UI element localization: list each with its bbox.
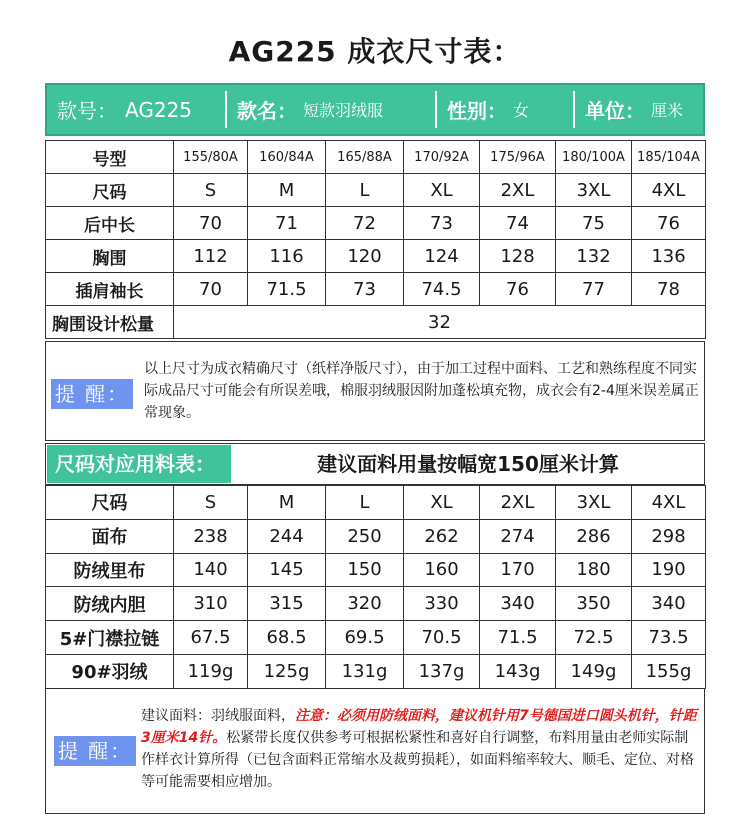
size-row-label: 后中长: [46, 207, 174, 240]
material-table: [45, 485, 706, 689]
style-name-cell: [227, 91, 437, 128]
size-table-cell: 136: [632, 240, 706, 273]
style-name-value: 短款羽绒服: [303, 101, 384, 120]
material-table-cell: 244: [248, 519, 326, 553]
style-number-cell: [47, 91, 227, 128]
size-table-cell: 132: [556, 240, 632, 273]
size-table-cell: 185/104A: [632, 141, 706, 174]
size-table: [45, 140, 706, 339]
size-table-row: [46, 273, 706, 306]
size-table-cell: 128: [480, 240, 556, 273]
material-header-row: [46, 486, 706, 520]
size-table-cell: 71: [248, 207, 326, 240]
material-size-header: 4XL: [632, 486, 706, 520]
size-table-cell: 155/80A: [174, 141, 248, 174]
reminder-badge: 提 醒：: [51, 379, 133, 409]
material-row-label: 5#门襟拉链: [46, 621, 174, 655]
size-table-cell: 74.5: [404, 273, 480, 306]
material-table-cell: 149g: [556, 654, 632, 688]
size-table-cell: L: [326, 174, 404, 207]
material-table-cell: 310: [174, 587, 248, 621]
material-reminder-badge: 提 醒：: [54, 736, 136, 766]
size-table-cell: 3XL: [556, 174, 632, 207]
material-size-header: XL: [404, 486, 480, 520]
size-row-label: 号型: [46, 141, 174, 174]
size-table-cell: 73: [326, 273, 404, 306]
unit-value: 厘米: [651, 101, 684, 120]
product-info-bar: [45, 83, 705, 136]
size-table-cell: 170/92A: [404, 141, 480, 174]
material-table-row: [46, 654, 706, 688]
material-row-label: 防绒内胆: [46, 587, 174, 621]
material-row-label: 面布: [46, 519, 174, 553]
material-header-label: 尺码: [46, 486, 174, 520]
material-table-cell: 315: [248, 587, 326, 621]
size-table-cell: 74: [480, 207, 556, 240]
material-table-cell: 150: [326, 553, 404, 587]
size-table-cell: 2XL: [480, 174, 556, 207]
reminder-box: [45, 341, 705, 441]
size-table-cell: 180/100A: [556, 141, 632, 174]
unit-label: 单位：: [585, 99, 645, 123]
size-table-cell: 73: [404, 207, 480, 240]
material-table-cell: 69.5: [326, 621, 404, 655]
material-reminder-box: [45, 688, 705, 814]
material-table-cell: 73.5: [632, 621, 706, 655]
style-number-label: 款号：: [57, 99, 117, 123]
material-table-cell: 274: [480, 519, 556, 553]
material-table-cell: 298: [632, 519, 706, 553]
size-table-cell: 175/96A: [480, 141, 556, 174]
gender-cell: [437, 91, 575, 128]
material-table-cell: 238: [174, 519, 248, 553]
size-row-label: 插肩袖长: [46, 273, 174, 306]
material-table-cell: 140: [174, 553, 248, 587]
style-number-value: AG225: [125, 97, 193, 122]
material-section-label: 尺码对应用料表：: [47, 445, 231, 483]
size-table-cell: 70: [174, 207, 248, 240]
gender-value: 女: [513, 101, 530, 120]
material-table-cell: 71.5: [480, 621, 556, 655]
material-size-header: L: [326, 486, 404, 520]
material-size-header: M: [248, 486, 326, 520]
material-size-header: 2XL: [480, 486, 556, 520]
material-row-label: 防绒里布: [46, 553, 174, 587]
size-table-cell: 112: [174, 240, 248, 273]
material-table-cell: 125g: [248, 654, 326, 688]
material-section-subtitle: 建议面料用量按幅宽150厘米计算: [317, 452, 619, 476]
material-table-row: [46, 587, 706, 621]
size-table-cell: S: [174, 174, 248, 207]
material-table-cell: 190: [632, 553, 706, 587]
material-row-label: 90#羽绒: [46, 654, 174, 688]
material-note-warning: 注意：必须用防绒面料，建议机针用7号德国进口圆头机针，针距3厘米14针。: [141, 708, 697, 746]
material-table-cell: 286: [556, 519, 632, 553]
material-table-cell: 340: [480, 587, 556, 621]
material-table-cell: 180: [556, 553, 632, 587]
size-table-row: [46, 240, 706, 273]
style-name-label: 款名：: [237, 99, 297, 123]
material-table-row: [46, 553, 706, 587]
material-table-row: [46, 519, 706, 553]
size-table-cell: 165/88A: [326, 141, 404, 174]
material-note-intro: 建议面料：羽绒服面料，: [141, 708, 295, 724]
material-table-cell: 160: [404, 553, 480, 587]
size-table-cell: 124: [404, 240, 480, 273]
size-table-cell: 116: [248, 240, 326, 273]
size-table-cell: 76: [632, 207, 706, 240]
size-table-cell: 78: [632, 273, 706, 306]
material-table-cell: 131g: [326, 654, 404, 688]
material-note-detail: 松紧带长度仅供参考可根据松紧性和喜好自行调整，布料用量由老师实际制作样衣计算所得（已包含面料正常缩水及裁剪损耗），如面料缩率较大、顺毛、定位、对格等可能需要相应增加。: [141, 730, 694, 790]
unit-cell: [575, 91, 703, 128]
size-row-label: 胸围: [46, 240, 174, 273]
size-table-cell: 76: [480, 273, 556, 306]
material-table-cell: 143g: [480, 654, 556, 688]
material-size-header: 3XL: [556, 486, 632, 520]
material-table-cell: 67.5: [174, 621, 248, 655]
size-table-cell: 70: [174, 273, 248, 306]
material-table-cell: 250: [326, 519, 404, 553]
size-table-row: [46, 207, 706, 240]
size-table-cell: 4XL: [632, 174, 706, 207]
size-table-cell: 71.5: [248, 273, 326, 306]
size-table-row: [46, 141, 706, 174]
size-table-cell: 72: [326, 207, 404, 240]
material-table-cell: 70.5: [404, 621, 480, 655]
size-table-cell: 120: [326, 240, 404, 273]
material-table-cell: 262: [404, 519, 480, 553]
material-table-cell: 340: [632, 587, 706, 621]
material-table-cell: 68.5: [248, 621, 326, 655]
material-table-cell: 350: [556, 587, 632, 621]
size-table-cell: 77: [556, 273, 632, 306]
material-table-cell: 170: [480, 553, 556, 587]
material-reminder-text: [141, 705, 701, 793]
material-table-cell: 119g: [174, 654, 248, 688]
material-table-cell: 137g: [404, 654, 480, 688]
size-table-cell: XL: [404, 174, 480, 207]
material-table-cell: 155g: [632, 654, 706, 688]
page-title: AG225 成衣尺寸表：: [228, 35, 522, 68]
material-size-header: S: [174, 486, 248, 520]
material-table-cell: 145: [248, 553, 326, 587]
size-table-cell: 160/84A: [248, 141, 326, 174]
size-table-cell: M: [248, 174, 326, 207]
chest-ease-value: 32: [174, 306, 706, 339]
material-table-cell: 330: [404, 587, 480, 621]
material-table-cell: 320: [326, 587, 404, 621]
size-table-row: [46, 174, 706, 207]
gender-label: 性别：: [447, 99, 507, 123]
material-section-header: [45, 443, 705, 485]
size-table-cell: 75: [556, 207, 632, 240]
material-table-row: [46, 621, 706, 655]
reminder-text: 以上尺寸为成衣精确尺寸（纸样净版尺寸），由于加工过程中面料、工艺和熟练程度不同实际成品尺寸可能会有所误差哦，棉服羽绒服因附加蓬松填充物，成衣会有2-4厘米误差属正常现象。: [144, 361, 699, 421]
size-row-label: 尺码: [46, 174, 174, 207]
chest-ease-label: 胸围设计松量: [46, 306, 174, 339]
material-table-cell: 72.5: [556, 621, 632, 655]
